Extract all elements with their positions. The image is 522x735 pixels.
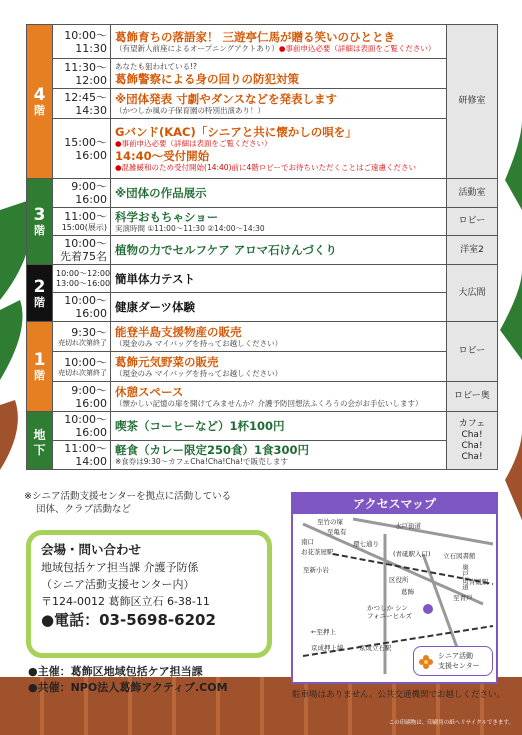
contact-address: 〒124-0012 葛飾区立石 6-38-11 (41, 595, 210, 608)
co-organizer: ●共催：NPO法人葛飾アクティブ.COM (28, 681, 228, 694)
event-title: 科学おもちゃショー (115, 209, 219, 224)
map-label: かつしか シンフォニーヒルズ (367, 604, 412, 620)
event-cell: Gバンド(KAC)「シニアと共に懐かしの唄を」 ●事前申込必要（詳細は表面をご覧ください） 14:40～受付開始 ●混雑緩和のため受付開始(14:40)前に4階ロビーでお待ちいただくことはご遠慮ください (111, 119, 447, 179)
event-title: ※団体発表 寸劇やダンスなどを発表します (115, 91, 337, 106)
map-label: 京成立石駅 (359, 644, 392, 652)
event-cell: 軽食（カレー限定250食）1食300円 ※食券は9:30～カフェCha!Cha!Cha!で販売します (111, 441, 447, 470)
flower-icon (418, 654, 434, 670)
event-title: 植物の力でセルフケア アロマ石けんづくり (115, 243, 337, 257)
room-cell: 洋室2 (447, 236, 498, 265)
time-cell: 11:00～ 15:00(展示) (53, 208, 111, 236)
recycle-note: この印刷物は、印刷用の紙へリサイクルできます。 (388, 720, 514, 726)
event-title: 簡単体力テスト (115, 271, 196, 286)
time-cell: 10:00～12:00 13:00～16:00 (53, 265, 111, 293)
event-cell (111, 293, 447, 322)
event-cell (111, 265, 447, 293)
room-cell: 活動室 (447, 179, 498, 208)
map-label: ←至押上 (311, 628, 336, 636)
floor-basement-label: 地 下 (27, 412, 53, 470)
time-cell: 9:00～ 16:00 (53, 179, 111, 208)
room-cell: ロビー奥 (447, 382, 498, 412)
event-cell (111, 412, 447, 441)
event-cell: 科学おもちゃショー 実演時間 ①11:00～11:30 ②14:00～14:30 (111, 208, 447, 236)
map-label: 区役所 (389, 576, 409, 584)
map-label: 至青戸 (453, 594, 473, 602)
time-cell: 12:45～ 14:30 (53, 89, 111, 119)
table-row (27, 119, 498, 179)
room-cell: ロビー (447, 208, 498, 236)
event-title: 葛飾警察による身の回りの防犯対策 (115, 71, 299, 86)
map-label: (青砥駅入口) (393, 550, 431, 558)
table-row (27, 208, 498, 236)
contact-dept-sub: （シニア活動支援センター内） (41, 578, 195, 591)
map-area (293, 514, 496, 682)
sponsors (28, 664, 278, 696)
group-footnote: ※シニア活動支援センターを拠点に活動している 団体、クラブ活動など (24, 491, 232, 515)
map-label: 水戸街道 (395, 522, 421, 530)
organizer: ●主催：葛飾区地域包括ケア担当課 (28, 665, 203, 678)
event-title: 葛飾元気野菜の販売 (115, 354, 219, 369)
time-cell: 10:00～ 先着75名 (53, 236, 111, 265)
map-label: 至新小岩 (303, 566, 329, 574)
contact-phone[interactable]: ●電話：03-5698-6202 (41, 611, 216, 629)
event-title: 軽食（カレー限定250食）1食300円 (115, 443, 310, 457)
table-row (27, 352, 498, 382)
contact-title: 会場・問い合わせ (41, 542, 142, 557)
map-label: 南口 (301, 538, 314, 546)
event-title: 休憩スペース (115, 384, 184, 399)
contact-box (26, 530, 272, 658)
table-row (27, 59, 498, 89)
time-cell: 11:00～ 14:00 (53, 441, 111, 470)
table-row (27, 25, 498, 59)
destination-marker (423, 604, 433, 614)
time-cell: 11:30～ 12:00 (53, 59, 111, 89)
event-title: 葛飾育ちの落語家！ 三遊亭仁馬が贈る笑いのひととき (115, 29, 396, 44)
table-row (27, 236, 498, 265)
event-cell (111, 236, 447, 265)
event-cell: 休憩スペース （懐かしい記憶の扉を開けてみませんか？介護予防回想法ふくろうの会がお手伝いします） (111, 382, 447, 412)
floor-2-label: 2 階 (27, 265, 53, 322)
event-title: ※団体の作品展示 (115, 186, 207, 200)
floor-4-label: 4 階 (27, 25, 53, 179)
schedule-table (26, 24, 498, 470)
table-row (27, 412, 498, 441)
map-label: 至亀有 (327, 528, 347, 536)
event-title: 喫茶（コーヒーなど）1杯100円 (115, 419, 285, 433)
room-cell: 大広間 (447, 265, 498, 322)
event-cell: 葛飾元気野菜の販売 （現金のみ マイバッグを持ってお越しください） (111, 352, 447, 382)
access-map (291, 492, 498, 684)
event-cell: 能登半島支援物産の販売 （現金のみ マイバッグを持ってお越しください） (111, 322, 447, 352)
table-row (27, 89, 498, 119)
map-label: お花茶屋駅 (301, 548, 334, 556)
time-cell: 9:30～ 売切れ次第終了 (53, 322, 111, 352)
map-label: 奥戸街道 (461, 564, 469, 590)
table-row (27, 293, 498, 322)
map-label: 京成押上線 (311, 644, 344, 652)
room-cell: 研修室 (447, 25, 498, 179)
event-cell: あなたも狙われている!? 葛飾警察による身の回りの防犯対策 (111, 59, 447, 89)
contact-dept: 地域包括ケア担当課 介護予防係 (41, 561, 199, 574)
table-row (27, 322, 498, 352)
time-cell: 10:00～ 16:00 (53, 412, 111, 441)
table-row (27, 441, 498, 470)
event-title: Gバンド(KAC)「シニアと共に懐かしの唄を」 (115, 124, 357, 139)
map-label: 青砥駅 (469, 578, 489, 586)
floor-1-label: 1 階 (27, 322, 53, 412)
event-title: 能登半島支援物産の販売 (115, 324, 242, 339)
table-row (27, 382, 498, 412)
map-label: 環七通り (353, 540, 379, 548)
time-cell: 9:00～ 16:00 (53, 382, 111, 412)
event-cell: 葛飾育ちの落語家！ 三遊亭仁馬が贈る笑いのひととき （有望新人前座によるオープニングアクトあり）●事前申込必要（詳細は表面をご覧ください） (111, 25, 447, 59)
map-label: 立石図書館 (443, 552, 476, 560)
event-cell: ※団体発表 寸劇やダンスなどを発表します （かつしか風の子保育園の特別出演あり！） (111, 89, 447, 119)
senior-center-badge: シニア活動 支援センター (413, 646, 493, 676)
time-cell: 10:00～ 16:00 (53, 293, 111, 322)
room-cell: カフェ Cha! Cha! Cha! (447, 412, 498, 470)
time-cell: 10:00～ 11:30 (53, 25, 111, 59)
parking-note: 駐車場はありません。公共交通機関でお越しください。 (292, 690, 506, 700)
table-row (27, 265, 498, 293)
access-map-title: アクセスマップ (293, 494, 496, 514)
event-cell (111, 179, 447, 208)
floor-3-label: 3 階 (27, 179, 53, 265)
time-cell: 15:00～ 16:00 (53, 119, 111, 179)
map-label: 葛飾 (401, 588, 414, 596)
room-cell: ロビー (447, 322, 498, 382)
time-cell: 10:00～ 売切れ次第終了 (53, 352, 111, 382)
table-row (27, 179, 498, 208)
map-label: 至竹の塚 (317, 518, 343, 526)
event-title: 健康ダーツ体験 (115, 300, 196, 314)
